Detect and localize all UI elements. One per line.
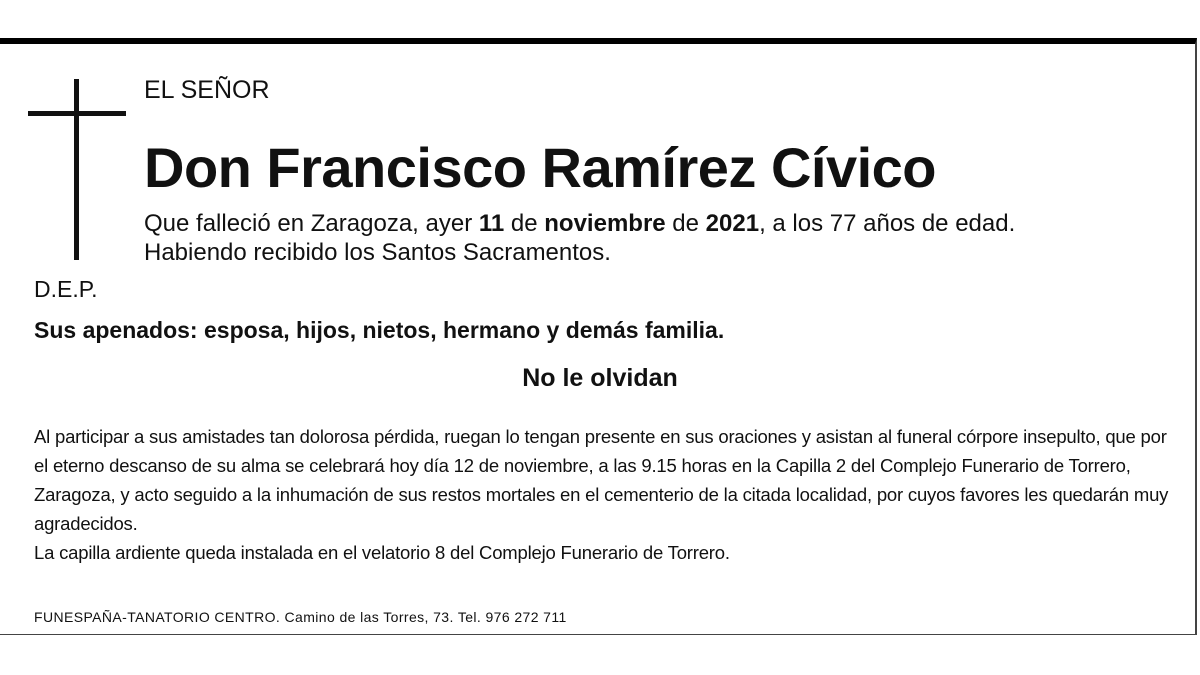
remembrance-line: No le olvidan bbox=[522, 364, 678, 392]
death-line-1: Que falleció en Zaragoza, ayer 11 de noviembre de 2021, a los 77 años de edad. bbox=[144, 210, 1016, 237]
rip-abbreviation: D.E.P. bbox=[34, 276, 98, 302]
funeral-details bbox=[34, 422, 1174, 567]
funeral-home-footer: FUNESPAÑA-TANATORIO CENTRO. Camino de las Torres, 73. Tel. 976 272 711 bbox=[34, 609, 567, 625]
death-day: 11 bbox=[478, 210, 505, 237]
death-year: 2021 bbox=[705, 210, 760, 237]
chapel-paragraph: La capilla ardiente queda instalada en el velatorio 8 del Complejo Funerario de Torrero. bbox=[34, 542, 730, 563]
honorific-prefix: EL SEÑOR bbox=[144, 76, 270, 104]
mourners-line: Sus apenados: esposa, hijos, nietos, hermano y demás familia. bbox=[34, 317, 725, 343]
death-line-2: Habiendo recibido los Santos Sacramentos. bbox=[144, 239, 611, 266]
funeral-paragraph: Al participar a sus amistades tan dolorosa pérdida, ruegan lo tengan presente en sus oraciones y asistan al funeral córpore insepulto, que por el eterno descanso de su alma se celebrará hoy día 12 de noviembre, a las 9.15 horas en la Capilla 2 del Complejo Funerario de Torrero, Zaragoza, y acto seguido a la inhumación de sus restos mortales en el cementerio de la citada localidad, por cuyos favores les quedarán muy agradecidos. bbox=[34, 426, 1169, 534]
death-details bbox=[144, 209, 1015, 267]
death-month: noviembre bbox=[544, 210, 666, 237]
deceased-name: Don Francisco Ramírez Cívico bbox=[144, 136, 937, 199]
